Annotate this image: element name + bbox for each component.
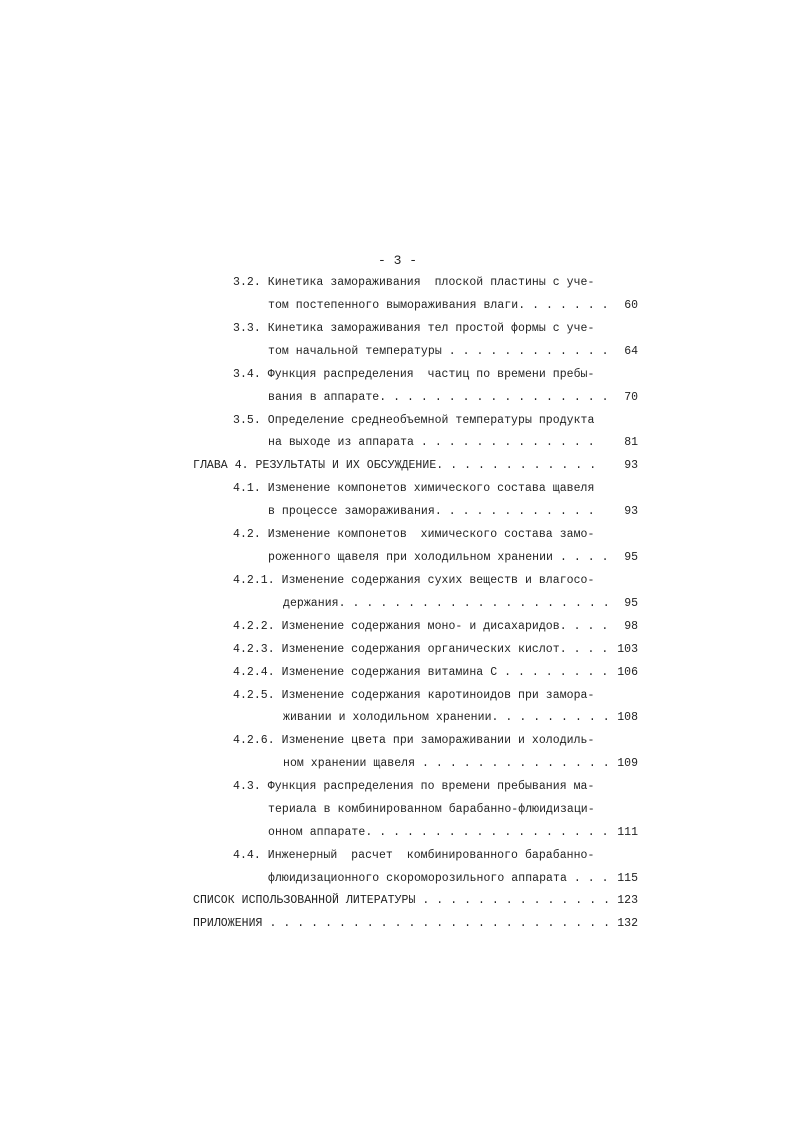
toc-entry-4-2-6-line-1: 4.2.6. Изменение цвета при замораживании и холодиль- — [233, 734, 595, 747]
toc-entry-chapter-4: ГЛАВА 4. РЕЗУЛЬТАТЫ И ИХ ОБСУЖДЕНИЕ. . . . . . . . . . . . — [193, 459, 597, 472]
toc-entry-4-2-line-2: роженного щавеля при холодильном хранении . . . . — [268, 551, 609, 564]
toc-entry-4-2-5-line-2: живании и холодильном хранении. . . . . . . . . — [283, 711, 610, 724]
toc-entry-3-2-line-2: том постепенного вымораживания влаги. . . . . . . — [268, 299, 609, 312]
toc-entry-3-3-line-2: том начальной температуры . . . . . . . . . . . . — [268, 345, 609, 358]
toc-entry-4-2-line-1: 4.2. Изменение компонетов химического состава замо- — [233, 528, 595, 541]
toc-entry-4-2-1-line-1: 4.2.1. Изменение содержания сухих веществ и влагосо- — [233, 574, 595, 587]
toc-entry-3-2-line-1: 3.2. Кинетика замораживания плоской пластины с уче- — [233, 276, 595, 289]
toc-entry-3-2-page: 60 — [624, 299, 638, 312]
toc-entry-4-4-line-1: 4.4. Инженерный расчет комбинированного барабанно- — [233, 849, 595, 862]
toc-entry-appendices-page: 132 — [617, 917, 638, 930]
toc-entry-3-3-line-1: 3.3. Кинетика замораживания тел простой формы с уче- — [233, 322, 595, 335]
toc-entry-4-2-6-page: 109 — [617, 757, 638, 770]
toc-entry-4-2-6-line-2: ном хранении щавеля . . . . . . . . . . . . . . — [283, 757, 610, 770]
toc-entry-4-1-page: 93 — [624, 505, 638, 518]
toc-entry-references: СПИСОК ИСПОЛЬЗОВАННОЙ ЛИТЕРАТУРЫ . . . . . . . . . . . . . . — [193, 894, 611, 907]
toc-entry-3-5-line-2: на выходе из аппарата . . . . . . . . . . . . . — [268, 436, 595, 449]
toc-entry-3-5-line-1: 3.5. Определение среднеобъемной температуры продукта — [233, 414, 595, 427]
toc-entry-4-3-line-3: онном аппарате. . . . . . . . . . . . . . . . . . — [268, 826, 609, 839]
toc-entry-references-page: 123 — [617, 894, 638, 907]
page-number: - 3 - — [377, 253, 417, 268]
toc-entry-4-2-2-page: 98 — [624, 620, 638, 633]
toc-entry-3-5-page: 81 — [624, 436, 638, 449]
toc-entry-4-3-line-1: 4.3. Функция распределения по времени пребывания ма- — [233, 780, 595, 793]
toc-entry-4-3-line-2: териала в комбинированном барабанно-флюидизаци- — [268, 803, 595, 816]
toc-entry-4-4-line-2: флюидизационного скороморозильного аппарата . . . — [268, 872, 609, 885]
toc-entry-4-1-line-2: в процессе замораживания. . . . . . . . . . . . — [268, 505, 595, 518]
toc-entry-chapter-4-page: 93 — [624, 459, 638, 472]
toc-entry-4-2-4: 4.2.4. Изменение содержания витамина С . . . . . . . . — [233, 666, 609, 679]
toc-entry-4-2-2: 4.2.2. Изменение содержания моно- и дисахаридов. . . . — [233, 620, 609, 633]
toc-entry-4-4-page: 115 — [617, 872, 638, 885]
toc-entry-4-2-3: 4.2.3. Изменение содержания органических кислот. . . . — [233, 643, 609, 656]
toc-entry-4-2-4-page: 106 — [617, 666, 638, 679]
toc-entry-4-2-page: 95 — [624, 551, 638, 564]
toc-entry-4-1-line-1: 4.1. Изменение компонетов химического состава щавеля — [233, 482, 595, 495]
toc-entry-4-2-3-page: 103 — [617, 643, 638, 656]
toc-entry-3-4-line-2: вания в аппарате. . . . . . . . . . . . . . . . . — [268, 391, 609, 404]
toc-entry-4-2-1-line-2: держания. . . . . . . . . . . . . . . . . . . . — [283, 597, 610, 610]
toc-entry-4-2-1-page: 95 — [624, 597, 638, 610]
toc-entry-3-4-line-1: 3.4. Функция распределения частиц по времени пребы- — [233, 368, 595, 381]
toc-entry-4-2-5-page: 108 — [617, 711, 638, 724]
toc-entry-4-2-5-line-1: 4.2.5. Изменение содержания каротиноидов при замора- — [233, 689, 595, 702]
toc-entry-appendices: ПРИЛОЖЕНИЯ . . . . . . . . . . . . . . . . . . . . . . . . . — [193, 917, 611, 930]
toc-entry-4-3-page: 111 — [617, 826, 638, 839]
toc-entry-3-4-page: 70 — [624, 391, 638, 404]
toc-entry-3-3-page: 64 — [624, 345, 638, 358]
